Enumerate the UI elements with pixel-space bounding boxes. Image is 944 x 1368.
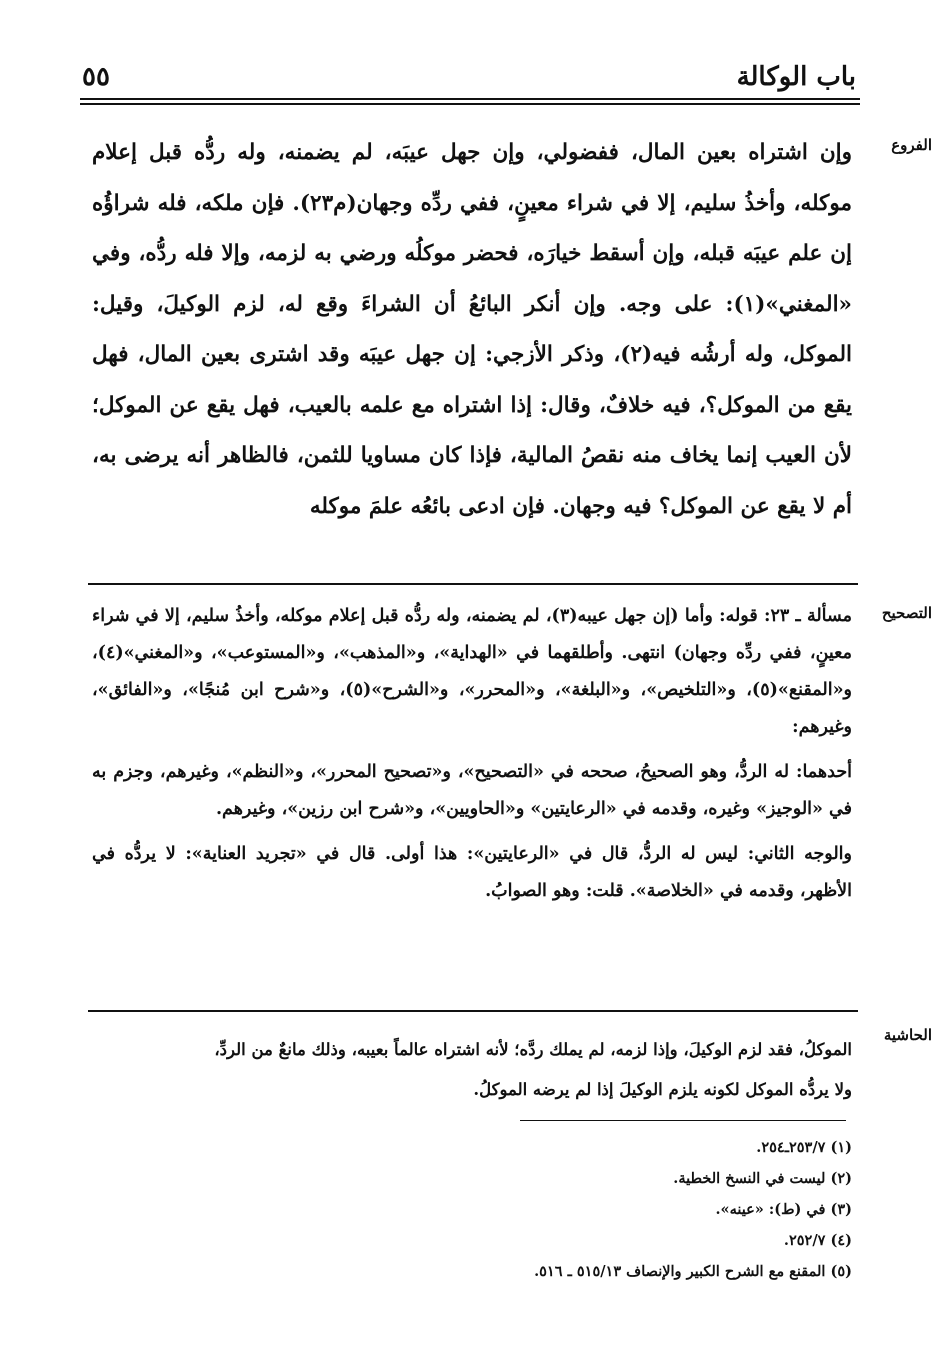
hashiya-text bbox=[92, 1030, 852, 1110]
footnote: (١) ٢٥٣/٧ـ٢٥٤. bbox=[756, 1139, 852, 1156]
tashih-p1-body: قوله: وأما (إن جهل عيبه(٣)، لم يضمنه، وله ردُّه قبل إعلام موكله، وأخذُ سليم، إلا في شراء معينٍ، ففي ردِّه وجهان) انتهى. وأطلقهما في «الهداية»، و«المذهب»، و«المستوعب»، و«المغني»(٤)، و«المقنع»(٥)، و«التلخيص»، و«البلغة»، و«المحرر»، و«الشرح»(٥)، و«شرح ابن مُنجًا»، و«الفائق»، وغيرهم: bbox=[92, 606, 852, 737]
main-text bbox=[92, 128, 852, 532]
section-label-furu: الفروع bbox=[891, 136, 932, 154]
section-label-tashih: التصحيح bbox=[881, 604, 932, 622]
tashih-paragraph-2: أحدهما: له الردُّ، وهو الصحيحُ، صححه في «التصحيح»، و«تصحيح المحرر»، و«النظم»، وغيرهم، وجزم به في «الوجيز» وغيره، وقدمه في «الرعايتين» و«الحاويين»، و«شرح ابن رزين»، وغيرهم. bbox=[92, 762, 852, 819]
main-paragraph: وإن اشتراه بعين المال، ففضولي، وإن جهل عيبَه، لم يضمنه، وله ردُّه قبل إعلام موكله، وأخذُ سليم، إلا في شراء معينٍ، ففي ردِّه وجهان(م٢٣). فإن ملكه، فله شراؤُه إن علم عيبَه قبله، وإن أسقط خيارَه، فحضر موكلُه ورضي به لزمه، وإلا فله ردُّه، وفي «المغني»(١): على وجه. وإن أنكر البائعُ أن الشراءَ وقع له، لزم الوكيلَ، وقيل: الموكل، وله أرشُه فيه(٢)، وذكر الأزجي: إن جهل عيبَه وقد اشترى بعين المال، فهل يقع من الموكل؟، فيه خلافٌ، وقال: إذا اشتراه مع علمه بالعيب، فهل يقع عن الموكل؛ لأن العيب إنما يخاف منه نقصُ المالية، فإذا كان مساويا للثمن، فالظاهر أنه يرضى به، أم لا يقع عن الموكل؟ فيه وجهان. فإن ادعى بائعُه علمَ موكله bbox=[92, 140, 853, 519]
footnote: (٥) المقنع مع الشرح الكبير والإنصاف ٥١٥/١٣ ـ ٥١٦. bbox=[534, 1263, 852, 1280]
tashih-paragraph-3: والوجه الثاني: ليس له الردُّ، قال في «الرعايتين»: هذا أولى. قال في «تجريد العناية»: لا يردُّه في الأظهر، وقدمه في «الخلاصة». قلت: وهو الصوابُ. bbox=[92, 844, 852, 901]
footnote: (٤) ٢٥٢/٧. bbox=[783, 1232, 852, 1249]
footnotes bbox=[92, 1132, 852, 1287]
issue-heading: مسألة ـ ٢٣: bbox=[764, 606, 852, 626]
header-rule bbox=[80, 98, 860, 100]
section-divider bbox=[88, 583, 858, 585]
footnote: (٢) ليست في النسخ الخطية. bbox=[673, 1170, 852, 1187]
tashih-text bbox=[92, 598, 852, 918]
section-divider bbox=[88, 1010, 858, 1012]
hashiya-line-2: ولا يردُّه الموكل لكونه يلزم الوكيلَ إذا لم يرضه الموكلُ. bbox=[473, 1080, 852, 1099]
running-title: باب الوكالة bbox=[736, 62, 856, 92]
footnote-separator bbox=[520, 1120, 846, 1121]
header-rule-double bbox=[80, 103, 860, 105]
section-label-hashiya: الحاشية bbox=[883, 1026, 932, 1044]
page-number: ٥٥ bbox=[82, 62, 110, 92]
hashiya-line-1: الموكلُ، فقد لزم الوكيلَ، وإذا لزمه، لم يملك ردَّه؛ لأنه اشتراه عالماً بعيبه، وذلك مانعٌ من الردِّ، bbox=[214, 1040, 852, 1059]
tashih-paragraph-1 bbox=[92, 598, 852, 746]
footnote: (٣) في (ط): «عينه». bbox=[715, 1201, 852, 1218]
